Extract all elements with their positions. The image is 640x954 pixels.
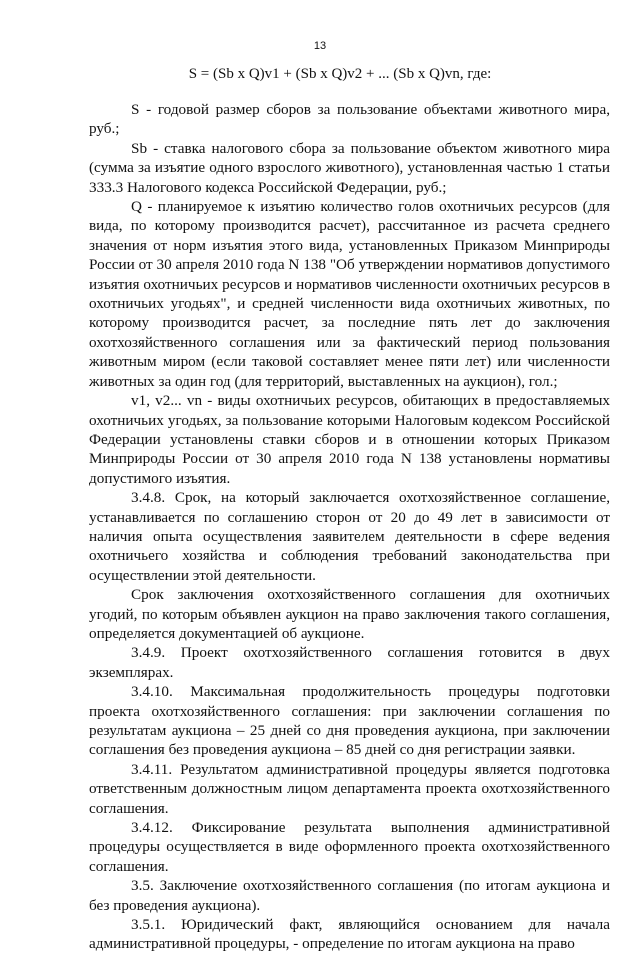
page-number: 13: [313, 40, 327, 52]
formula-line: S = (Sb x Q)v1 + (Sb x Q)v2 + ... (Sb x Q)vn, где:: [188, 66, 492, 82]
clause-3-4-8: 3.4.8. Срок, на который заключается охотхозяйственное соглашение, устанавливается по соглашению сторон от 20 до 49 лет в зависимости от наличия опыта осуществления заявителем деятельности в сфере ведения охотничьего хозяйства и соблюдения требований законодательства при осуществлении этой деятельности.: [89, 489, 610, 584]
clause-3-4-10: 3.4.10. Максимальная продолжительность процедуры подготовки проекта охотхозяйственного соглашения: при заключении соглашения по результатам аукциона – 25 дней со дня проведения аукциона, при заключении соглашения без проведения аукциона – 85 дней со дня регистрации заявки.: [89, 683, 610, 759]
definition-v: v1, v2... vn - виды охотничьих ресурсов, обитающих в предоставляемых охотничьих угодьях, за пользование которыми Налоговым кодексом Российской Федерации установлены ставки сборов и в отношении которых Приказом Минприроды России от 30 апреля 2010 года N 138 установлены нормативы допустимого изъятия.: [89, 392, 610, 487]
definition-s: S - годовой размер сборов за пользование объектами животного мира, руб.;: [89, 101, 610, 138]
clause-3-4-9: 3.4.9. Проект охотхозяйственного соглашения готовится в двух экземплярах.: [89, 644, 610, 681]
document-body: [89, 100, 610, 954]
definition-q: Q - планируемое к изъятию количество голов охотничьих ресурсов (для вида, по которому производится расчет), рассчитанное из расчета среднего значения от норм изъятия этого вида, установленных Приказом Минприроды России от 30 апреля 2010 года N 138 "Об утверждении нормативов допустимого изъятия охотничьих ресурсов и нормативов численности охотничьих ресурсов в охотничьих угодьях", и средней численности вида охотничьих животных, по которому производится расчет, за последние пять лет до заключения охотхозяйственного соглашения или за фактический период пользования животным миром (если таковой составляет менее пяти лет) или численности животных за один год (для территорий, выставленных на аукцион), гол.;: [89, 198, 610, 390]
clause-3-4-12: 3.4.12. Фиксирование результата выполнения административной процедуры осуществляется в виде оформленного проекта охотхозяйственного соглашения.: [89, 819, 610, 875]
clause-3-4-11: 3.4.11. Результатом административной процедуры является подготовка ответственным должностным лицом департамента проекта охотхозяйственного соглашения.: [89, 760, 610, 817]
definition-sb: Sb - ставка налогового сбора за пользование объектом животного мира (сумма за изъятие одного взрослого животного), установленная частью 1 статьи 333.3 Налогового кодекса Российской Федерации, руб.;: [89, 139, 610, 196]
clause-3-5-1: 3.5.1. Юридический факт, являющийся основанием для начала административной процедуры, - определение по итогам аукциона на право: [89, 916, 610, 953]
clause-3-4-8-term: Срок заключения охотхозяйственного соглашения для охотничьих угодий, по которым объявлен аукцион на право заключения такого соглашения, определяется документацией об аукционе.: [89, 586, 610, 642]
clause-3-5: 3.5. Заключение охотхозяйственного соглашения (по итогам аукциона и без проведения аукциона).: [89, 877, 610, 914]
